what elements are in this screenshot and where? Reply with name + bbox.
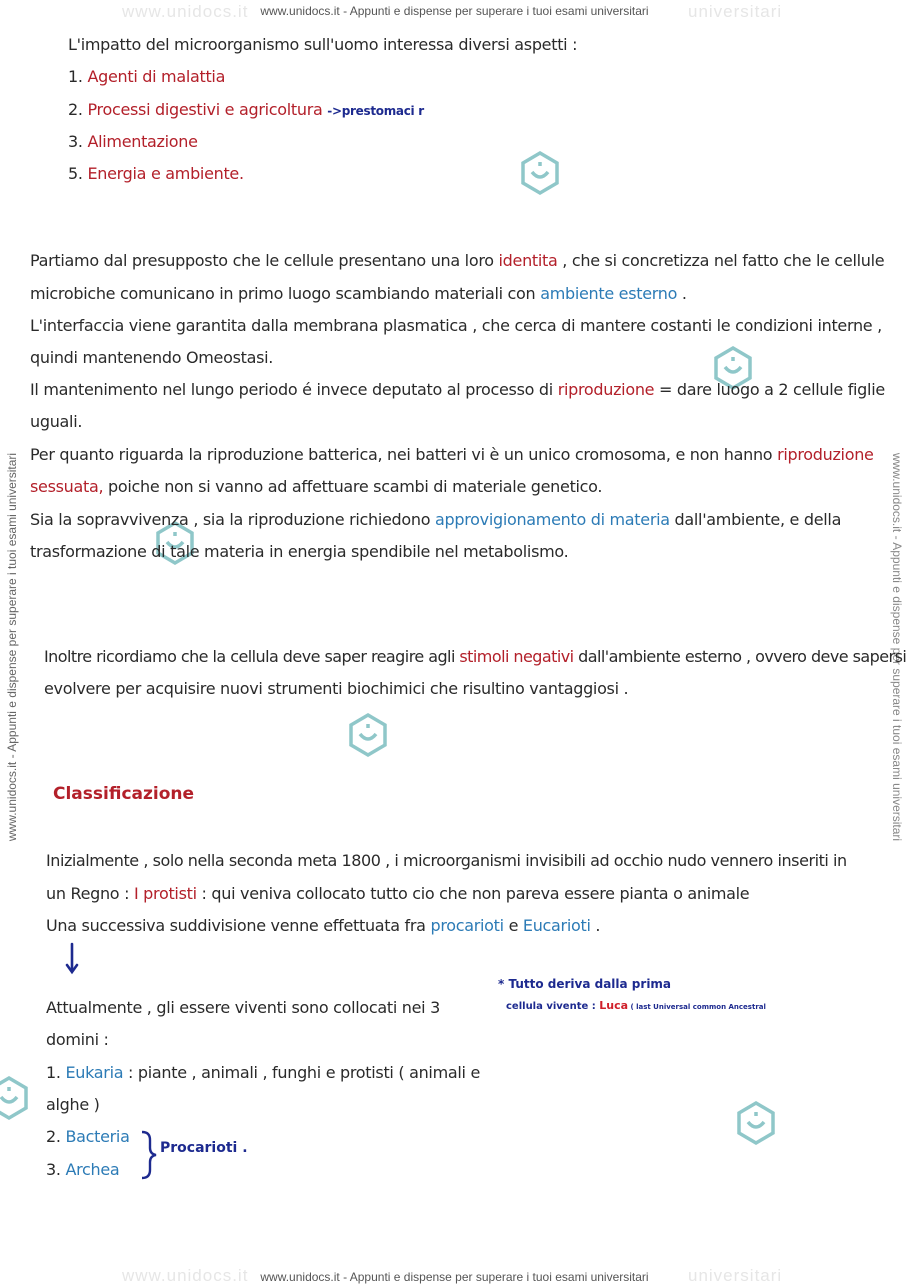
section-heading: Classificazione [53, 784, 195, 804]
top-watermark: www.unidocs.it - Appunti e dispense per superare i tuoi esami universitari [260, 4, 649, 18]
left-watermark: www.unidocs.it - Appunti e dispense per superare i tuoi esami universitari [5, 452, 19, 842]
list-item: 1. Eukaria : piante , animali , funghi e protisti ( animali e [46, 1063, 480, 1082]
unidocs-logo-icon [733, 1100, 779, 1146]
paragraph-line: alghe ) [46, 1095, 100, 1114]
paragraph-line: Per quanto riguarda la riproduzione batterica, nei batteri vi è un unico cromosoma, e non hanno riproduzione [30, 445, 874, 464]
list-text: Agenti di malattia [87, 67, 226, 86]
paragraph-line: Attualmente , gli essere viventi sono collocati nei 3 [46, 998, 440, 1017]
highlight-term: Luca [599, 999, 629, 1012]
unidocs-logo-icon [345, 712, 391, 758]
paragraph-line: trasformazione di tale materia in energia spendibile nel metabolismo. [30, 542, 569, 561]
highlight-term: Eukaria [65, 1063, 124, 1082]
list-item [68, 99, 424, 122]
paragraph-line: Sia la sopravvivenza , sia la riproduzione richiedono approvigionamento di materia dall'ambiente, e della [30, 510, 842, 529]
unidocs-logo-icon [517, 150, 563, 196]
highlight-term: riproduzione [557, 380, 655, 399]
highlight-term: identita [498, 251, 558, 270]
unidocs-logo-icon [0, 1075, 32, 1121]
paragraph-line: uguali. [30, 412, 83, 431]
list-number: 5. [68, 164, 83, 183]
brace-label: Procarioti . [160, 1140, 248, 1156]
list-item [68, 163, 244, 185]
right-watermark: www.unidocs.it - Appunti e dispense per superare i tuoi esami universitari [890, 452, 904, 842]
paragraph-line: Una successiva suddivisione venne effettuata fra procarioti e Eucarioti . [46, 916, 601, 935]
highlight-term: stimoli negativi [459, 647, 574, 666]
paragraph-line: Partiamo dal presupposto che le cellule presentano una loro identita , che si concretizza nel fatto che le cellule [30, 251, 885, 270]
ghost-watermark: universitari [688, 2, 783, 21]
highlight-term: approvigionamento di materia [435, 510, 670, 529]
highlight-term: procarioti [430, 916, 504, 935]
intro-title: L'impatto del microorganismo sull'uomo interessa diversi aspetti : [68, 35, 578, 54]
highlight-term: I protisti [133, 884, 197, 903]
paragraph-line: evolvere per acquisire nuovi strumenti biochimici che risultino vantaggiosi . [44, 679, 629, 698]
list-item: 2. Bacteria [46, 1127, 130, 1146]
arrow-down-icon [62, 942, 82, 976]
ghost-watermark: universitari [688, 1266, 783, 1285]
paragraph-line: Inoltre ricordiamo che la cellula deve saper reagire agli stimoli negativi dall'ambiente esterno , ovvero deve sapersi [44, 647, 907, 666]
paragraph-line: sessuata, poiche non si vanno ad affettuare scambi di materiale genetico. [30, 477, 603, 496]
paragraph-line: Il mantenimento nel lungo periodo é invece deputato al processo di riproduzione = dare luogo a 2 cellule figlie [30, 380, 885, 399]
curly-brace-icon [138, 1130, 158, 1180]
bottom-watermark: www.unidocs.it - Appunti e dispense per superare i tuoi esami universitari [260, 1270, 649, 1284]
list-item [68, 131, 198, 153]
list-text: Processi digestivi e agricoltura [87, 100, 323, 119]
list-item: 3. Archea [46, 1160, 120, 1179]
handwritten-note: * Tutto deriva dalla prima [498, 977, 672, 991]
highlight-term: Archea [65, 1160, 120, 1179]
list-text: Alimentazione [87, 132, 198, 151]
handwritten-note: ->prestomaci r [327, 104, 424, 118]
paragraph-line: microbiche comunicano in primo luogo scambiando materiali con ambiente esterno . [30, 284, 687, 303]
ghost-watermark: www.unidocs.it [122, 1266, 249, 1285]
list-item [68, 66, 225, 88]
paragraph-line: L'interfaccia viene garantita dalla membrana plasmatica , che cerca di mantere costanti le condizioni interne , [30, 316, 882, 335]
highlight-term: Bacteria [65, 1127, 130, 1146]
list-number: 3. [68, 132, 83, 151]
handwritten-note: cellula vivente : Luca ( last Universal common Ancestral [506, 999, 766, 1012]
paragraph-line: un Regno : I protisti : qui veniva collocato tutto cio che non pareva essere pianta o animale [46, 884, 750, 903]
list-text: Energia e ambiente. [87, 164, 244, 183]
highlight-term: ambiente esterno [540, 284, 678, 303]
highlight-term: Eucarioti [522, 916, 591, 935]
paragraph-line: Inizialmente , solo nella seconda meta 1800 , i microorganismi invisibili ad occhio nudo vennero inseriti in [46, 851, 847, 870]
highlight-term: riproduzione [777, 445, 874, 464]
list-number: 2. [68, 100, 83, 119]
paragraph-line: quindi mantenendo Omeostasi. [30, 348, 274, 367]
paragraph-line: domini : [46, 1030, 109, 1049]
highlight-term: sessuata, [30, 477, 104, 496]
ghost-watermark: www.unidocs.it [122, 2, 249, 21]
list-number: 1. [68, 67, 83, 86]
